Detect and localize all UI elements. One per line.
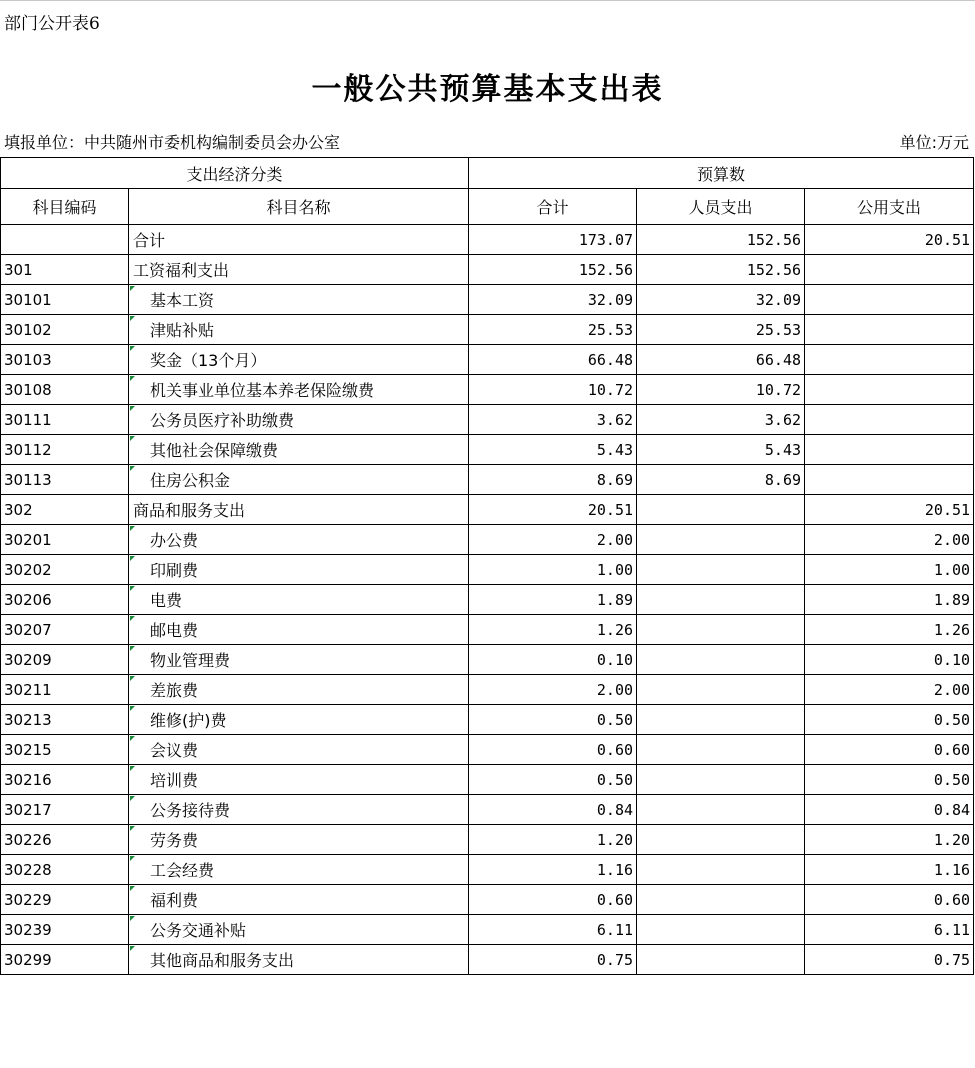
- row-personnel: [637, 675, 805, 705]
- currency-unit: 单位:万元: [899, 133, 969, 152]
- row-total: 0.10: [469, 645, 637, 675]
- row-personnel: [637, 495, 805, 525]
- row-personnel: 5.43: [637, 435, 805, 465]
- row-total: 3.62: [469, 405, 637, 435]
- row-public: 1.00: [805, 555, 974, 585]
- row-name: 福利费: [129, 885, 469, 915]
- table-row: [1, 825, 974, 855]
- row-name: 公务员医疗补助缴费: [129, 405, 469, 435]
- table-row: [1, 765, 974, 795]
- header-public: 公用支出: [805, 189, 974, 225]
- row-public: 1.20: [805, 825, 974, 855]
- row-personnel: [637, 825, 805, 855]
- row-personnel: [637, 795, 805, 825]
- table-row: [1, 435, 974, 465]
- row-name: 工会经费: [129, 855, 469, 885]
- row-total: 0.50: [469, 765, 637, 795]
- row-total: 0.75: [469, 945, 637, 975]
- budget-table: [0, 157, 974, 975]
- table-row: [1, 855, 974, 885]
- row-total: 1.89: [469, 585, 637, 615]
- row-personnel: [637, 705, 805, 735]
- row-name: 其他商品和服务支出: [129, 945, 469, 975]
- page-title: 一般公共预算基本支出表: [311, 72, 664, 107]
- row-name: 会议费: [129, 735, 469, 765]
- row-code: 30299: [1, 945, 129, 975]
- row-name: 工资福利支出: [129, 255, 469, 285]
- row-public: [805, 315, 974, 345]
- row-code: 30101: [1, 285, 129, 315]
- row-total: 5.43: [469, 435, 637, 465]
- table-row: [1, 615, 974, 645]
- row-public: 0.50: [805, 705, 974, 735]
- doc-label: 部门公开表6: [4, 14, 100, 34]
- row-public: 0.84: [805, 795, 974, 825]
- row-total: 173.07: [469, 225, 637, 255]
- row-code: 30228: [1, 855, 129, 885]
- row-personnel: [637, 945, 805, 975]
- table-row: [1, 345, 974, 375]
- row-name: 奖金（13个月）: [129, 345, 469, 375]
- header-personnel: 人员支出: [637, 189, 805, 225]
- row-code: 30209: [1, 645, 129, 675]
- row-code: 30216: [1, 765, 129, 795]
- row-personnel: 152.56: [637, 225, 805, 255]
- top-border: [0, 0, 975, 1]
- row-total: 1.20: [469, 825, 637, 855]
- row-total: 8.69: [469, 465, 637, 495]
- row-public: 2.00: [805, 525, 974, 555]
- row-total: 66.48: [469, 345, 637, 375]
- header-row-group: [1, 158, 974, 189]
- row-total: 152.56: [469, 255, 637, 285]
- row-code: 30207: [1, 615, 129, 645]
- row-personnel: 25.53: [637, 315, 805, 345]
- row-name: 商品和服务支出: [129, 495, 469, 525]
- row-total: 10.72: [469, 375, 637, 405]
- table-row: [1, 675, 974, 705]
- row-name: 维修(护)费: [129, 705, 469, 735]
- table-row: [1, 645, 974, 675]
- row-code: 30202: [1, 555, 129, 585]
- row-personnel: 10.72: [637, 375, 805, 405]
- row-total: 0.84: [469, 795, 637, 825]
- row-code: 30217: [1, 795, 129, 825]
- table-row: [1, 285, 974, 315]
- table-row: [1, 795, 974, 825]
- table-row: [1, 465, 974, 495]
- row-name: 公务接待费: [129, 795, 469, 825]
- row-code: [1, 225, 129, 255]
- row-code: 301: [1, 255, 129, 285]
- table-row: [1, 885, 974, 915]
- header-budget-amount: 预算数: [469, 158, 974, 189]
- row-personnel: [637, 735, 805, 765]
- row-total: 1.00: [469, 555, 637, 585]
- table-row: [1, 585, 974, 615]
- row-code: 30229: [1, 885, 129, 915]
- row-personnel: 152.56: [637, 255, 805, 285]
- row-name: 合计: [129, 225, 469, 255]
- row-name: 培训费: [129, 765, 469, 795]
- row-public: [805, 375, 974, 405]
- row-name: 物业管理费: [129, 645, 469, 675]
- row-total: 1.16: [469, 855, 637, 885]
- row-personnel: [637, 765, 805, 795]
- table-row: [1, 315, 974, 345]
- row-public: 0.50: [805, 765, 974, 795]
- row-public: 0.75: [805, 945, 974, 975]
- row-name: 住房公积金: [129, 465, 469, 495]
- header-name: 科目名称: [129, 189, 469, 225]
- row-code: 30239: [1, 915, 129, 945]
- header-economic-classification: 支出经济分类: [1, 158, 469, 189]
- row-public: 1.89: [805, 585, 974, 615]
- table-row: [1, 555, 974, 585]
- row-personnel: 66.48: [637, 345, 805, 375]
- row-name: 基本工资: [129, 285, 469, 315]
- row-name: 印刷费: [129, 555, 469, 585]
- row-total: 0.60: [469, 885, 637, 915]
- row-code: 30103: [1, 345, 129, 375]
- row-code: 30112: [1, 435, 129, 465]
- row-public: [805, 285, 974, 315]
- header-total: 合计: [469, 189, 637, 225]
- row-total: 0.60: [469, 735, 637, 765]
- table-row: [1, 495, 974, 525]
- row-name: 劳务费: [129, 825, 469, 855]
- row-total: 32.09: [469, 285, 637, 315]
- row-code: 302: [1, 495, 129, 525]
- row-public: [805, 465, 974, 495]
- row-public: [805, 435, 974, 465]
- row-personnel: 3.62: [637, 405, 805, 435]
- table-row: [1, 255, 974, 285]
- row-code: 30206: [1, 585, 129, 615]
- row-public: 2.00: [805, 675, 974, 705]
- row-total: 25.53: [469, 315, 637, 345]
- row-personnel: 32.09: [637, 285, 805, 315]
- row-personnel: [637, 525, 805, 555]
- row-total: 20.51: [469, 495, 637, 525]
- row-code: 30113: [1, 465, 129, 495]
- row-personnel: [637, 885, 805, 915]
- row-public: 0.60: [805, 885, 974, 915]
- header-code: 科目编码: [1, 189, 129, 225]
- row-personnel: [637, 645, 805, 675]
- row-code: 30213: [1, 705, 129, 735]
- row-public: [805, 255, 974, 285]
- row-code: 30201: [1, 525, 129, 555]
- table-row: [1, 225, 974, 255]
- row-name: 机关事业单位基本养老保险缴费: [129, 375, 469, 405]
- table-row: [1, 705, 974, 735]
- table-row: [1, 525, 974, 555]
- row-personnel: 8.69: [637, 465, 805, 495]
- row-total: 0.50: [469, 705, 637, 735]
- row-code: 30211: [1, 675, 129, 705]
- table-row: [1, 945, 974, 975]
- row-code: 30111: [1, 405, 129, 435]
- row-code: 30215: [1, 735, 129, 765]
- row-total: 1.26: [469, 615, 637, 645]
- row-name: 其他社会保障缴费: [129, 435, 469, 465]
- row-total: 6.11: [469, 915, 637, 945]
- row-public: 1.16: [805, 855, 974, 885]
- row-name: 津贴补贴: [129, 315, 469, 345]
- table-row: [1, 735, 974, 765]
- row-public: 6.11: [805, 915, 974, 945]
- row-public: 1.26: [805, 615, 974, 645]
- row-personnel: [637, 855, 805, 885]
- row-public: 20.51: [805, 495, 974, 525]
- table-row: [1, 405, 974, 435]
- row-code: 30226: [1, 825, 129, 855]
- row-public: [805, 405, 974, 435]
- row-code: 30102: [1, 315, 129, 345]
- row-personnel: [637, 915, 805, 945]
- row-personnel: [637, 615, 805, 645]
- row-name: 公务交通补贴: [129, 915, 469, 945]
- table-row: [1, 915, 974, 945]
- header-row-columns: [1, 189, 974, 225]
- row-name: 电费: [129, 585, 469, 615]
- row-name: 差旅费: [129, 675, 469, 705]
- row-public: [805, 345, 974, 375]
- row-total: 2.00: [469, 525, 637, 555]
- row-personnel: [637, 555, 805, 585]
- row-name: 办公费: [129, 525, 469, 555]
- row-code: 30108: [1, 375, 129, 405]
- row-public: 20.51: [805, 225, 974, 255]
- table-row: [1, 375, 974, 405]
- row-total: 2.00: [469, 675, 637, 705]
- row-name: 邮电费: [129, 615, 469, 645]
- row-personnel: [637, 585, 805, 615]
- row-public: 0.10: [805, 645, 974, 675]
- row-public: 0.60: [805, 735, 974, 765]
- reporting-unit: 填报单位：中共随州市委机构编制委员会办公室: [4, 133, 341, 152]
